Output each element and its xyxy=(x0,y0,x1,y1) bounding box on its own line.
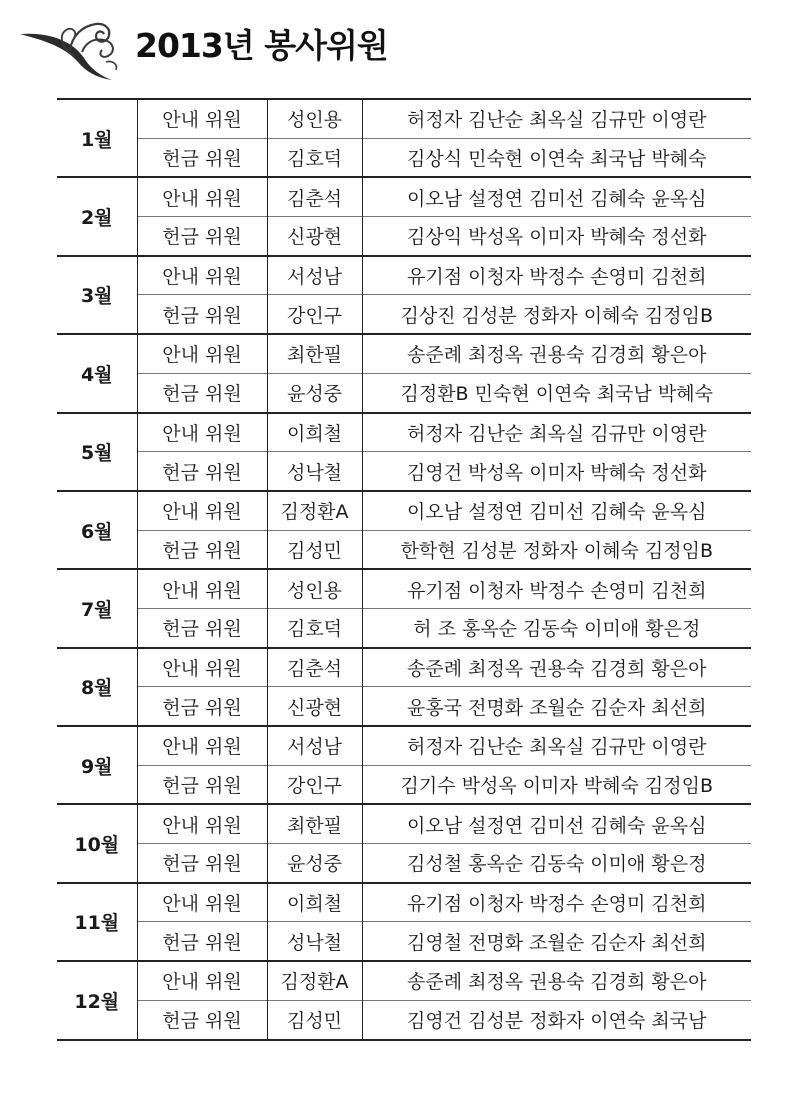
role-cell: 안내 위원 xyxy=(137,99,267,138)
schedule-row xyxy=(57,530,751,569)
members-cell: 송준례 최정옥 권용숙 김경희 황은아 xyxy=(362,648,751,687)
leader-cell: 김정환A xyxy=(267,491,362,530)
members-cell: 허정자 김난순 최옥실 김규만 이영란 xyxy=(362,99,751,138)
schedule-row xyxy=(57,922,751,961)
members-cell: 김영철 전명화 조월순 김순자 최선희 xyxy=(362,922,751,961)
leader-cell: 성인용 xyxy=(267,99,362,138)
role-cell: 안내 위원 xyxy=(137,961,267,1000)
schedule-row xyxy=(57,961,751,1000)
leader-cell: 김춘석 xyxy=(267,648,362,687)
schedule-row xyxy=(57,256,751,295)
schedule-row xyxy=(57,1000,751,1039)
leader-cell: 이희철 xyxy=(267,413,362,452)
leader-cell: 김호덕 xyxy=(267,138,362,177)
role-cell: 안내 위원 xyxy=(137,334,267,373)
leader-cell: 서성남 xyxy=(267,256,362,295)
role-cell: 헌금 위원 xyxy=(137,922,267,961)
month-label: 4월 xyxy=(57,334,137,412)
month-label: 6월 xyxy=(57,491,137,569)
leader-cell: 윤성중 xyxy=(267,373,362,412)
role-cell: 안내 위원 xyxy=(137,256,267,295)
schedule-row xyxy=(57,413,751,452)
leader-cell: 성인용 xyxy=(267,569,362,608)
leader-cell: 김정환A xyxy=(267,961,362,1000)
members-cell: 김상식 민숙현 이연숙 최국남 박혜숙 xyxy=(362,138,751,177)
members-cell: 김영건 박성옥 이미자 박혜숙 정선화 xyxy=(362,452,751,491)
members-cell: 김기수 박성옥 이미자 박혜숙 김정임B xyxy=(362,765,751,804)
role-cell: 헌금 위원 xyxy=(137,138,267,177)
role-cell: 안내 위원 xyxy=(137,648,267,687)
schedule-row xyxy=(57,491,751,530)
month-label: 2월 xyxy=(57,177,137,255)
members-cell: 김성철 홍옥순 김동숙 이미애 황은정 xyxy=(362,844,751,883)
leader-cell: 서성남 xyxy=(267,726,362,765)
schedule-row xyxy=(57,99,751,138)
leader-cell: 김춘석 xyxy=(267,177,362,216)
schedule-row xyxy=(57,334,751,373)
members-cell: 유기점 이청자 박정수 손영미 김천희 xyxy=(362,569,751,608)
header xyxy=(12,6,612,86)
members-cell: 이오남 설정연 김미선 김혜숙 윤옥심 xyxy=(362,804,751,843)
members-cell: 김상익 박성옥 이미자 박혜숙 정선화 xyxy=(362,217,751,256)
schedule-row xyxy=(57,648,751,687)
leader-cell: 윤성중 xyxy=(267,844,362,883)
leader-cell: 최한필 xyxy=(267,804,362,843)
members-cell: 허정자 김난순 최옥실 김규만 이영란 xyxy=(362,413,751,452)
role-cell: 안내 위원 xyxy=(137,177,267,216)
role-cell: 안내 위원 xyxy=(137,569,267,608)
month-label: 10월 xyxy=(57,804,137,882)
schedule-row xyxy=(57,765,751,804)
role-cell: 안내 위원 xyxy=(137,491,267,530)
schedule-row xyxy=(57,569,751,608)
leader-cell: 강인구 xyxy=(267,295,362,334)
schedule-row xyxy=(57,726,751,765)
schedule-row xyxy=(57,608,751,647)
members-cell: 김정환B 민숙현 이연숙 최국남 박혜숙 xyxy=(362,373,751,412)
leader-cell: 신광현 xyxy=(267,217,362,256)
members-cell: 윤홍국 전명화 조월순 김순자 최선희 xyxy=(362,687,751,726)
members-cell: 허 조 홍옥순 김동숙 이미애 황은정 xyxy=(362,608,751,647)
schedule-row xyxy=(57,138,751,177)
members-cell: 이오남 설정연 김미선 김혜숙 윤옥심 xyxy=(362,177,751,216)
role-cell: 헌금 위원 xyxy=(137,217,267,256)
role-cell: 헌금 위원 xyxy=(137,765,267,804)
role-cell: 헌금 위원 xyxy=(137,452,267,491)
leader-cell: 김호덕 xyxy=(267,608,362,647)
schedule-row xyxy=(57,452,751,491)
role-cell: 헌금 위원 xyxy=(137,687,267,726)
month-label: 1월 xyxy=(57,99,137,177)
month-label: 3월 xyxy=(57,256,137,334)
volunteer-schedule-table xyxy=(57,98,751,1041)
schedule-row xyxy=(57,804,751,843)
schedule-row xyxy=(57,177,751,216)
role-cell: 안내 위원 xyxy=(137,413,267,452)
members-cell: 김영건 김성분 정화자 이연숙 최국남 xyxy=(362,1000,751,1039)
month-label: 7월 xyxy=(57,569,137,647)
members-cell: 송준례 최정옥 권용숙 김경희 황은아 xyxy=(362,334,751,373)
members-cell: 김상진 김성분 정화자 이혜숙 김정임B xyxy=(362,295,751,334)
leader-cell: 김성민 xyxy=(267,530,362,569)
members-cell: 유기점 이청자 박정수 손영미 김천희 xyxy=(362,256,751,295)
role-cell: 헌금 위원 xyxy=(137,373,267,412)
leader-cell: 성낙철 xyxy=(267,452,362,491)
role-cell: 헌금 위원 xyxy=(137,1000,267,1039)
role-cell: 헌금 위원 xyxy=(137,844,267,883)
role-cell: 안내 위원 xyxy=(137,804,267,843)
schedule-row xyxy=(57,844,751,883)
month-label: 5월 xyxy=(57,413,137,491)
leader-cell: 최한필 xyxy=(267,334,362,373)
role-cell: 안내 위원 xyxy=(137,883,267,922)
members-cell: 송준례 최정옥 권용숙 김경희 황은아 xyxy=(362,961,751,1000)
leader-cell: 신광현 xyxy=(267,687,362,726)
month-label: 9월 xyxy=(57,726,137,804)
schedule-row xyxy=(57,883,751,922)
schedule-row xyxy=(57,687,751,726)
members-cell: 유기점 이청자 박정수 손영미 김천희 xyxy=(362,883,751,922)
leader-cell: 성낙철 xyxy=(267,922,362,961)
members-cell: 한학현 김성분 정화자 이혜숙 김정임B xyxy=(362,530,751,569)
role-cell: 헌금 위원 xyxy=(137,530,267,569)
schedule-row xyxy=(57,295,751,334)
leader-cell: 강인구 xyxy=(267,765,362,804)
members-cell: 이오남 설정연 김미선 김혜숙 윤옥심 xyxy=(362,491,751,530)
page-title: 2013년 봉사위원 xyxy=(135,26,388,65)
month-label: 11월 xyxy=(57,883,137,961)
leader-cell: 김성민 xyxy=(267,1000,362,1039)
schedule-body xyxy=(57,99,751,1040)
members-cell: 허정자 김난순 최옥실 김규만 이영란 xyxy=(362,726,751,765)
role-cell: 헌금 위원 xyxy=(137,608,267,647)
schedule-row xyxy=(57,217,751,256)
month-label: 12월 xyxy=(57,961,137,1039)
month-label: 8월 xyxy=(57,648,137,726)
leader-cell: 이희철 xyxy=(267,883,362,922)
leaf-ornament-icon xyxy=(12,6,122,86)
role-cell: 안내 위원 xyxy=(137,726,267,765)
role-cell: 헌금 위원 xyxy=(137,295,267,334)
schedule-row xyxy=(57,373,751,412)
